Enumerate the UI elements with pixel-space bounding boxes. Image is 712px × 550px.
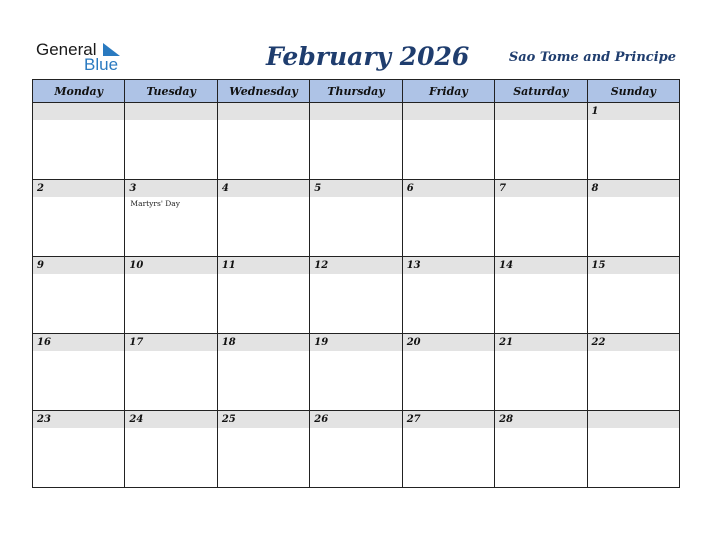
day-number: 28 bbox=[499, 414, 514, 425]
weekday-header: Monday bbox=[33, 80, 125, 103]
day-number-bar bbox=[218, 334, 309, 351]
day-number: 4 bbox=[221, 183, 229, 194]
day-number: 21 bbox=[499, 337, 514, 348]
day-number-bar bbox=[495, 257, 586, 274]
day-cell bbox=[33, 257, 125, 334]
day-number-bar bbox=[403, 257, 494, 274]
day-cell bbox=[587, 103, 679, 180]
day-cell bbox=[125, 257, 217, 334]
day-number-bar bbox=[125, 103, 216, 120]
calendar-grid bbox=[32, 79, 680, 488]
day-cell bbox=[310, 411, 402, 488]
day-number: 3 bbox=[129, 183, 137, 194]
day-number-bar bbox=[33, 103, 124, 120]
day-number-bar bbox=[218, 411, 309, 428]
day-number: 2 bbox=[37, 183, 44, 194]
day-number: 19 bbox=[314, 337, 329, 348]
day-cell bbox=[402, 180, 494, 257]
day-cell bbox=[125, 334, 217, 411]
day-number-bar bbox=[495, 334, 586, 351]
day-number-bar bbox=[218, 103, 309, 120]
day-number-bar bbox=[495, 411, 586, 428]
logo-general-text: General bbox=[36, 40, 97, 59]
day-number-bar bbox=[310, 257, 401, 274]
day-cell bbox=[217, 334, 309, 411]
day-cell bbox=[587, 180, 679, 257]
day-number: 14 bbox=[499, 260, 514, 271]
day-cell bbox=[217, 180, 309, 257]
day-cell bbox=[402, 257, 494, 334]
day-number: 9 bbox=[37, 260, 44, 271]
day-number-bar bbox=[125, 257, 216, 274]
page-title: February 2026 bbox=[266, 42, 470, 71]
day-number-bar bbox=[33, 257, 124, 274]
day-cell bbox=[33, 334, 125, 411]
day-number-bar bbox=[310, 411, 401, 428]
day-cell bbox=[587, 334, 679, 411]
day-number: 12 bbox=[314, 260, 329, 271]
day-number: 10 bbox=[129, 260, 144, 271]
day-number: 26 bbox=[314, 414, 329, 425]
day-cell bbox=[310, 180, 402, 257]
day-number-bar bbox=[310, 103, 401, 120]
day-number: 6 bbox=[406, 183, 414, 194]
day-number: 8 bbox=[591, 183, 599, 194]
day-number-bar bbox=[495, 180, 586, 197]
day-number-bar bbox=[218, 180, 309, 197]
day-cell bbox=[125, 411, 217, 488]
week-row bbox=[33, 180, 680, 257]
day-cell bbox=[125, 180, 217, 257]
weekday-header: Thursday bbox=[310, 80, 402, 103]
weekday-header: Wednesday bbox=[217, 80, 309, 103]
day-number-bar bbox=[33, 411, 124, 428]
day-number: 11 bbox=[221, 260, 236, 271]
day-number: 27 bbox=[406, 414, 421, 425]
day-number: 24 bbox=[129, 414, 144, 425]
day-cell bbox=[495, 334, 587, 411]
logo bbox=[36, 40, 126, 76]
week-row bbox=[33, 334, 680, 411]
day-number: 7 bbox=[499, 183, 507, 194]
day-number-bar bbox=[310, 180, 401, 197]
day-cell bbox=[495, 257, 587, 334]
holiday-label: Martyrs' Day bbox=[130, 199, 181, 208]
day-number-bar bbox=[588, 103, 679, 120]
country-name: Sao Tome and Principe bbox=[508, 50, 676, 65]
day-number-bar bbox=[403, 334, 494, 351]
day-number-bar bbox=[588, 180, 679, 197]
day-cell bbox=[495, 411, 587, 488]
day-number-bar bbox=[310, 334, 401, 351]
day-number-bar bbox=[495, 103, 586, 120]
day-cell bbox=[33, 411, 125, 488]
day-number-bar bbox=[33, 180, 124, 197]
day-number: 18 bbox=[221, 337, 236, 348]
weekday-header: Tuesday bbox=[125, 80, 217, 103]
day-cell bbox=[495, 180, 587, 257]
day-number-bar bbox=[588, 257, 679, 274]
day-number: 16 bbox=[37, 337, 51, 348]
day-number-bar bbox=[403, 180, 494, 197]
day-cell bbox=[125, 103, 217, 180]
day-number-bar bbox=[125, 411, 216, 428]
day-cell bbox=[587, 257, 679, 334]
day-number: 25 bbox=[221, 414, 236, 425]
weekday-header: Sunday bbox=[587, 80, 679, 103]
day-number-bar bbox=[125, 334, 216, 351]
day-cell bbox=[587, 411, 679, 488]
day-number: 5 bbox=[314, 183, 322, 194]
day-cell bbox=[310, 103, 402, 180]
day-number-bar bbox=[403, 411, 494, 428]
week-row bbox=[33, 103, 680, 180]
day-cell bbox=[495, 103, 587, 180]
day-cell bbox=[310, 334, 402, 411]
day-cell bbox=[217, 257, 309, 334]
day-number: 15 bbox=[591, 260, 606, 271]
week-row bbox=[33, 411, 680, 488]
day-cell bbox=[402, 411, 494, 488]
day-cell bbox=[310, 257, 402, 334]
day-cell bbox=[33, 103, 125, 180]
day-number: 17 bbox=[129, 337, 144, 348]
day-number-bar bbox=[588, 411, 679, 428]
day-cell bbox=[402, 334, 494, 411]
day-cell bbox=[402, 103, 494, 180]
day-number-bar bbox=[125, 180, 216, 197]
week-row bbox=[33, 257, 680, 334]
day-cell bbox=[217, 411, 309, 488]
logo-blue-text: Blue bbox=[84, 55, 119, 74]
day-number: 1 bbox=[591, 106, 599, 117]
weekday-header: Friday bbox=[402, 80, 494, 103]
day-number: 22 bbox=[591, 337, 606, 348]
day-number-bar bbox=[403, 103, 494, 120]
day-cell bbox=[217, 103, 309, 180]
day-number-bar bbox=[588, 334, 679, 351]
weekday-header: Saturday bbox=[495, 80, 587, 103]
day-number: 20 bbox=[406, 337, 421, 348]
day-cell bbox=[33, 180, 125, 257]
day-number: 13 bbox=[406, 260, 421, 271]
day-number-bar bbox=[218, 257, 309, 274]
weekday-header-row bbox=[33, 80, 680, 103]
day-number: 23 bbox=[37, 414, 51, 425]
day-number-bar bbox=[33, 334, 124, 351]
